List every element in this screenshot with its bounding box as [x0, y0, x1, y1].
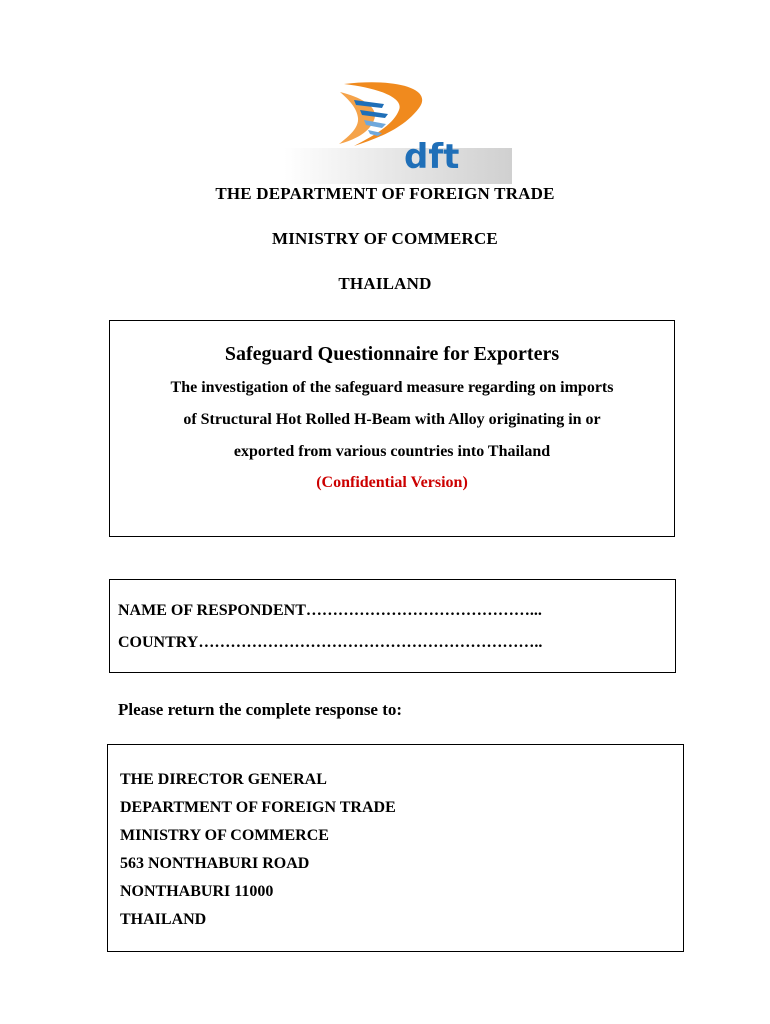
country-heading: THAILAND — [338, 274, 432, 293]
department-heading: THE DEPARTMENT OF FOREIGN TRADE — [215, 184, 555, 203]
address-line-6: THAILAND — [120, 911, 207, 928]
questionnaire-box — [109, 320, 675, 537]
respondent-country-field[interactable]: COUNTRY……………………………………………………….. — [118, 634, 543, 651]
respondent-box — [109, 579, 676, 673]
address-line-5: NONTHABURI 11000 — [120, 883, 274, 900]
dft-logo-text: dft — [404, 137, 460, 177]
return-instruction: Please return the complete response to: — [118, 700, 403, 719]
address-line-4: 563 NONTHABURI ROAD — [120, 855, 310, 872]
address-line-1: THE DIRECTOR GENERAL — [120, 771, 327, 788]
address-box — [107, 744, 684, 952]
address-line-2: DEPARTMENT OF FOREIGN TRADE — [120, 799, 396, 816]
confidential-label: (Confidential Version) — [316, 474, 468, 491]
ministry-heading: MINISTRY OF COMMERCE — [272, 229, 498, 248]
address-line-3: MINISTRY OF COMMERCE — [120, 827, 329, 844]
investigation-line-2: of Structural Hot Rolled H-Beam with Alloy originating in or — [183, 411, 601, 428]
dft-logo — [284, 78, 512, 184]
investigation-line-1: The investigation of the safeguard measure regarding on imports — [170, 379, 614, 396]
questionnaire-title: Safeguard Questionnaire for Exporters — [224, 343, 560, 365]
investigation-line-3: exported from various countries into Thailand — [233, 443, 551, 460]
respondent-name-field[interactable]: NAME OF RESPONDENT……………………………………... — [118, 602, 542, 619]
